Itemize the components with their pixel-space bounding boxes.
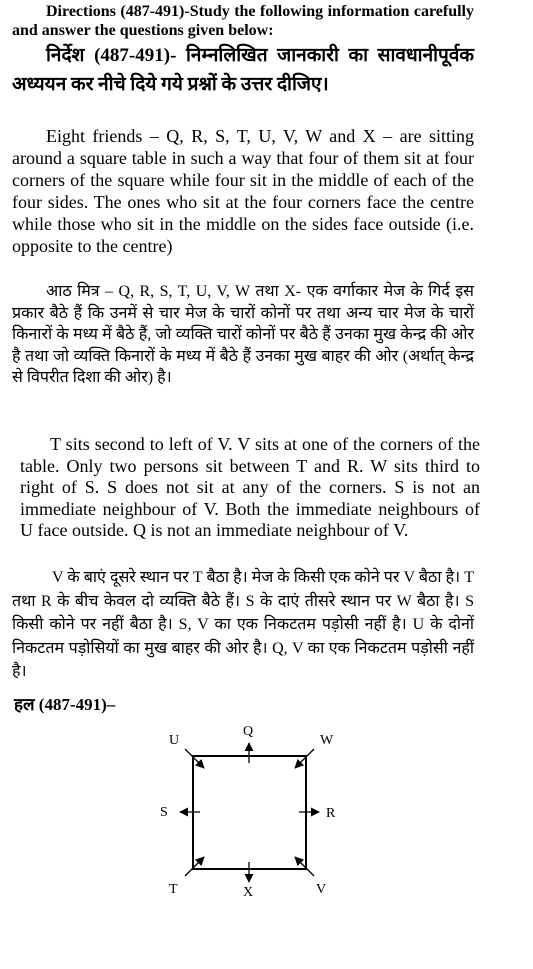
label-top-left: U — [169, 733, 180, 748]
label-bottom-middle: X — [243, 885, 254, 900]
arrow-bottom-right-inward — [295, 857, 314, 876]
directions-english: Directions (487-491)-Study the following information carefully and answer the questions given below: — [12, 3, 474, 39]
label-top-right: W — [320, 733, 334, 748]
label-middle-left: S — [160, 805, 168, 820]
passage-english: Eight friends – Q, R, S, T, U, V, W and X – are sitting around a square table in such a way that four of them sit at four corners of the square while four sit in the middle of each of the four sides. The ones who sit at the four corners face the centre while those who sit in the middle on the sides face outside (i.e. opposite to the centre) — [12, 126, 474, 256]
puzzle-conditions-hindi: V के बाएं दूसरे स्थान पर T बैठा है। मेज के किसी एक कोने पर V बैठा है। T तथा R के बीच केवल दो व्यक्ति बैठे हैं। S के दाएं तीसरे स्थान पर W बैठा है। S किसी कोने पर नहीं बैठा है। S, V का एक निकटतम पड़ोसी नहीं है। U के दोनों निकटतम पड़ोसियों का मुख बाहर की ओर है। Q, V का एक निकटतम पड़ोसी नहीं है। — [12, 569, 474, 681]
solution-heading: हल (487-491)– — [14, 695, 116, 714]
label-top-middle: Q — [243, 724, 254, 739]
arrow-top-right-inward — [295, 749, 314, 768]
label-bottom-right: V — [316, 882, 327, 897]
label-middle-right: R — [326, 806, 336, 821]
arrow-bottom-left-inward — [185, 857, 204, 876]
square-table — [193, 756, 306, 869]
puzzle-conditions-english: T sits second to left of V. V sits at one of the corners of the table. Only two persons sit between T and R. W sits third to right of S. S does not sit at any of the corners. S is not an immediate neighbour of V. Both the immediate neighbours of U face outside. Q is not an immediate neighbour of V. — [20, 434, 480, 541]
arrow-top-left-inward — [185, 749, 204, 768]
passage-hindi: आठ मित्र – Q, R, S, T, U, V, W तथा X- एक वर्गाकार मेज के गिर्द इस प्रकार बैठे हैं कि उनमें से चार मेज के चारों कोनों पर तथा अन्य चार मेज के चारों किनारों के मध्य में बैठे हैं, जो व्यक्ति चारों कोनों पर बैठे हैं उनका मुख केन्द्र की ओर है तथा जो व्यक्ति किनारों के मध्य में बैठे हैं उनका मुख बाहर की ओर (अर्थात् केन्द्र से विपरीत दिशा की ओर) है। — [12, 283, 474, 386]
directions-hindi: निर्देश (487-491)- निम्नलिखित जानकारी का सावधानीपूर्वक अध्ययन कर नीचे दिये गये प्रश्नों के उत्तर दीजिए। — [12, 45, 474, 95]
label-bottom-left: T — [169, 882, 178, 897]
